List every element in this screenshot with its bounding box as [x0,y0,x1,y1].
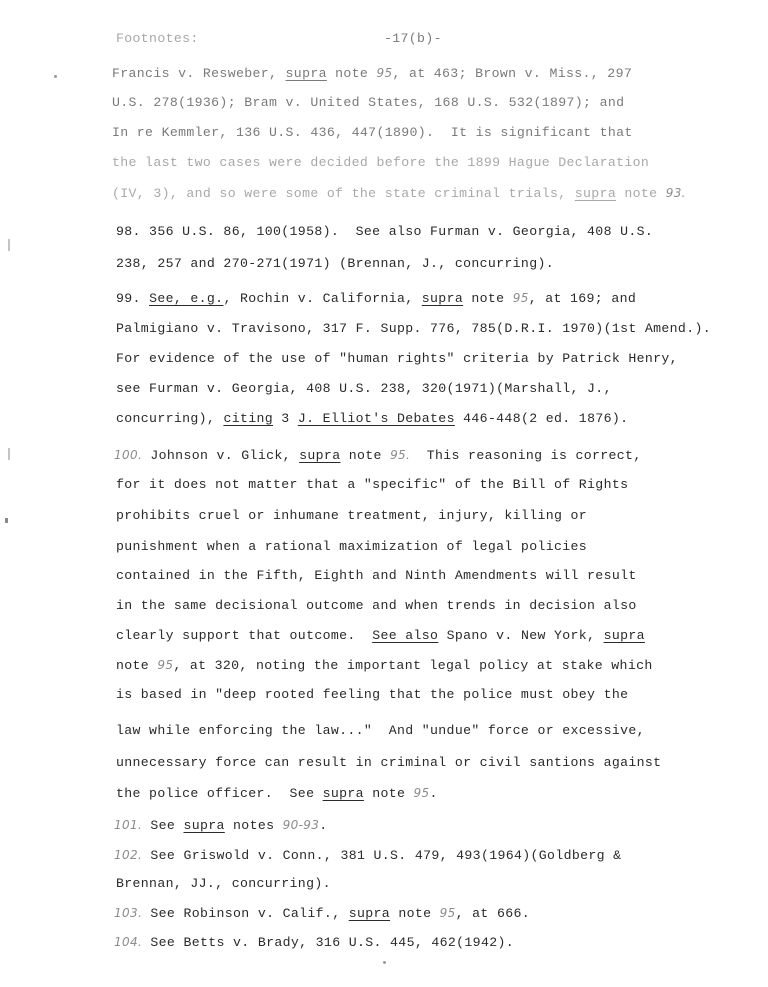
footnote-100-line: clearly support that outcome. See also Spano v. New York, supra [116,628,645,643]
footnote-100-line: in the same decisional outcome and when trends in decision also [116,598,637,613]
footnote-102-line: Brennan, JJ., concurring). [116,876,331,891]
footnotes-heading: Footnotes: [116,31,199,46]
scan-speck [54,75,57,78]
footnote-100-line: prohibits cruel or inhumane treatment, injury, killing or [116,508,588,523]
footnote-104-line: 104. See Betts v. Brady, 316 U.S. 445, 462(1942). [114,935,514,950]
footnote-102-line: 102. See Griswold v. Conn., 381 U.S. 479, 493(1964)(Goldberg & [114,848,622,863]
footnote-101-line: 101. See supra notes 90-93. [114,818,328,833]
footnote-98-line: 238, 257 and 270-271(1971) (Brennan, J., concurring). [116,256,554,271]
text-line: Francis v. Resweber, supra note 95, at 463; Brown v. Miss., 297 [112,66,633,81]
text-line: U.S. 278(1936); Bram v. United States, 168 U.S. 532(1897); and [112,95,625,110]
footnote-100-line: unnecessary force can result in criminal or civil santions against [116,755,662,770]
footnote-103-line: 103. See Robinson v. Calif., supra note 95, at 666. [114,906,531,921]
footnote-100-line: law while enforcing the law..." And "undue" force or excessive, [116,723,645,738]
text-line: (IV, 3), and so were some of the state criminal trials, supra note 93. [112,186,686,201]
footnote-98-line: 98. 356 U.S. 86, 100(1958). See also Furman v. Georgia, 408 U.S. [116,224,654,239]
footnote-99-line: see Furman v. Georgia, 408 U.S. 238, 320(1971)(Marshall, J., [116,381,612,396]
footnote-99-line: Palmigiano v. Travisono, 317 F. Supp. 776, 785(D.R.I. 1970)(1st Amend.). [116,321,711,336]
footnote-99-line: 99. See, e.g., Rochin v. California, supra note 95, at 169; and [116,291,637,306]
text-line: the last two cases were decided before the 1899 Hague Declaration [112,155,650,170]
scan-speck [5,518,8,523]
page-number: -17(b)- [384,31,442,46]
footnote-100-line: contained in the Fifth, Eighth and Ninth Amendments will result [116,568,637,583]
footnote-100-line: punishment when a rational maximization of legal policies [116,539,588,554]
footnote-100-line: note 95, at 320, noting the important legal policy at stake which [116,658,653,673]
scan-speck [8,448,10,460]
footnote-100-line: the police officer. See supra note 95. [116,786,438,801]
footnote-99-line: concurring), citing 3 J. Elliot's Debates 446-448(2 ed. 1876). [116,411,629,426]
scan-speck [8,239,10,251]
footnote-100-line: 100. Johnson v. Glick, supra note 95. This reasoning is correct, [114,448,642,463]
footnote-99-line: For evidence of the use of "human rights" criteria by Patrick Henry, [116,351,678,366]
text-line: In re Kemmler, 136 U.S. 436, 447(1890). It is significant that [112,125,633,140]
footnote-100-line: is based in "deep rooted feeling that the police must obey the [116,687,629,702]
footnote-100-line: for it does not matter that a "specific" of the Bill of Rights [116,477,629,492]
scan-speck [383,961,386,964]
